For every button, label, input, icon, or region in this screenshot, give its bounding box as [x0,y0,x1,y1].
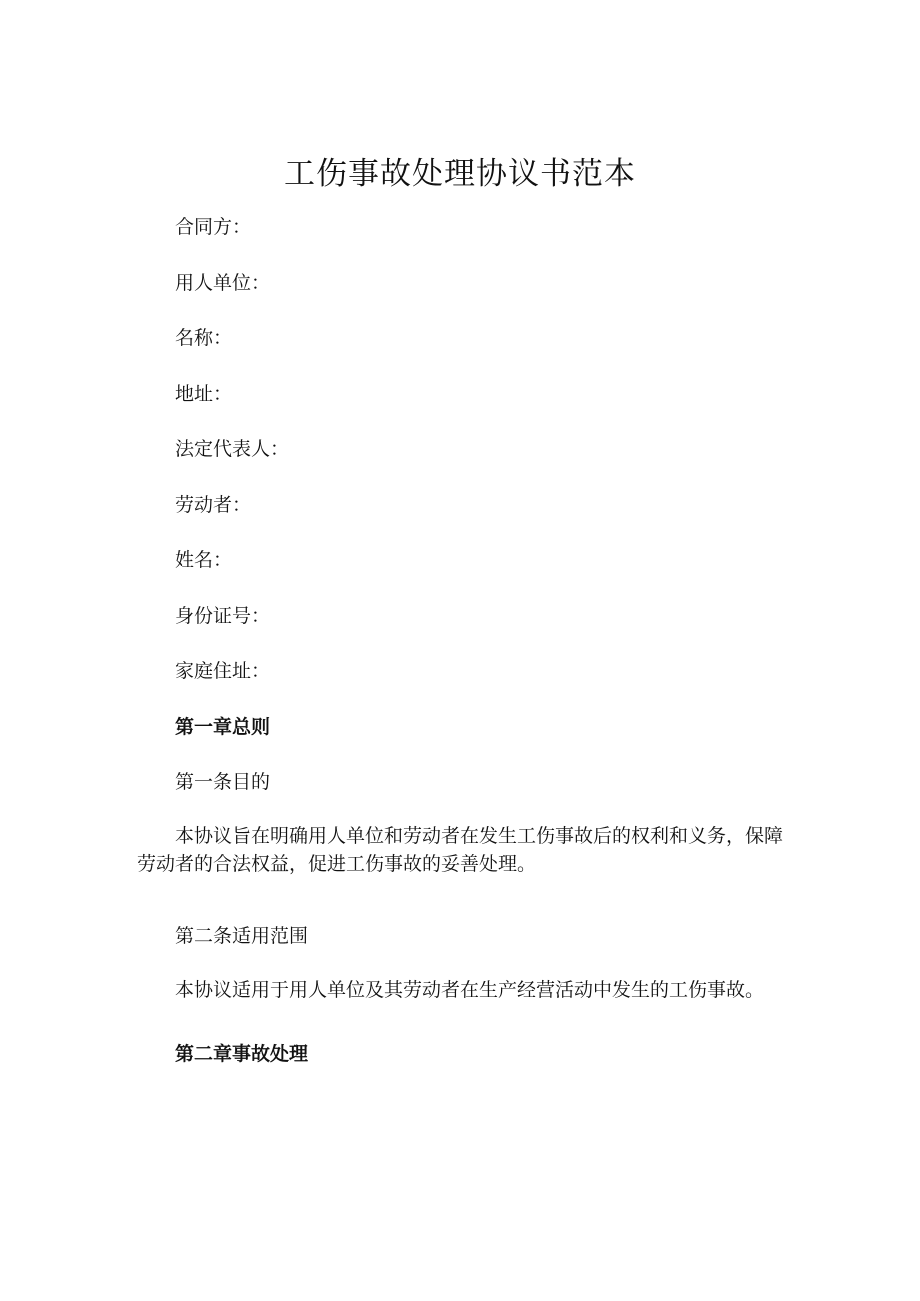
document-title: 工伤事故处理协议书范本 [284,156,636,192]
legal-representative-label: 法定代表人： [175,438,290,460]
article-2-body: 本协议适用于用人单位及其劳动者在生产经营活动中发生的工伤事故。 [175,979,765,1001]
id-number-label: 身份证号： [175,605,271,627]
employer-name-label: 名称： [175,327,233,349]
employer-label: 用人单位： [175,272,271,294]
chapter-1-heading: 第一章总则 [175,716,271,738]
article-1-title: 第一条目的 [175,771,271,793]
worker-name-label: 姓名： [175,549,233,571]
employer-address-label: 地址： [175,383,233,405]
worker-label: 劳动者： [175,494,252,516]
article-2-title: 第二条适用范围 [175,925,309,947]
chapter-2-heading: 第二章事故处理 [175,1043,309,1065]
contract-parties-label: 合同方： [175,216,252,238]
article-1-text [137,822,797,878]
article-1-body: 本协议旨在明确用人单位和劳动者在发生工伤事故后的权利和义务，保障劳动者的合法权益，促进工伤事故的妥善处理。 [137,825,784,875]
home-address-label: 家庭住址： [175,660,271,682]
article-2-text [137,976,797,1004]
